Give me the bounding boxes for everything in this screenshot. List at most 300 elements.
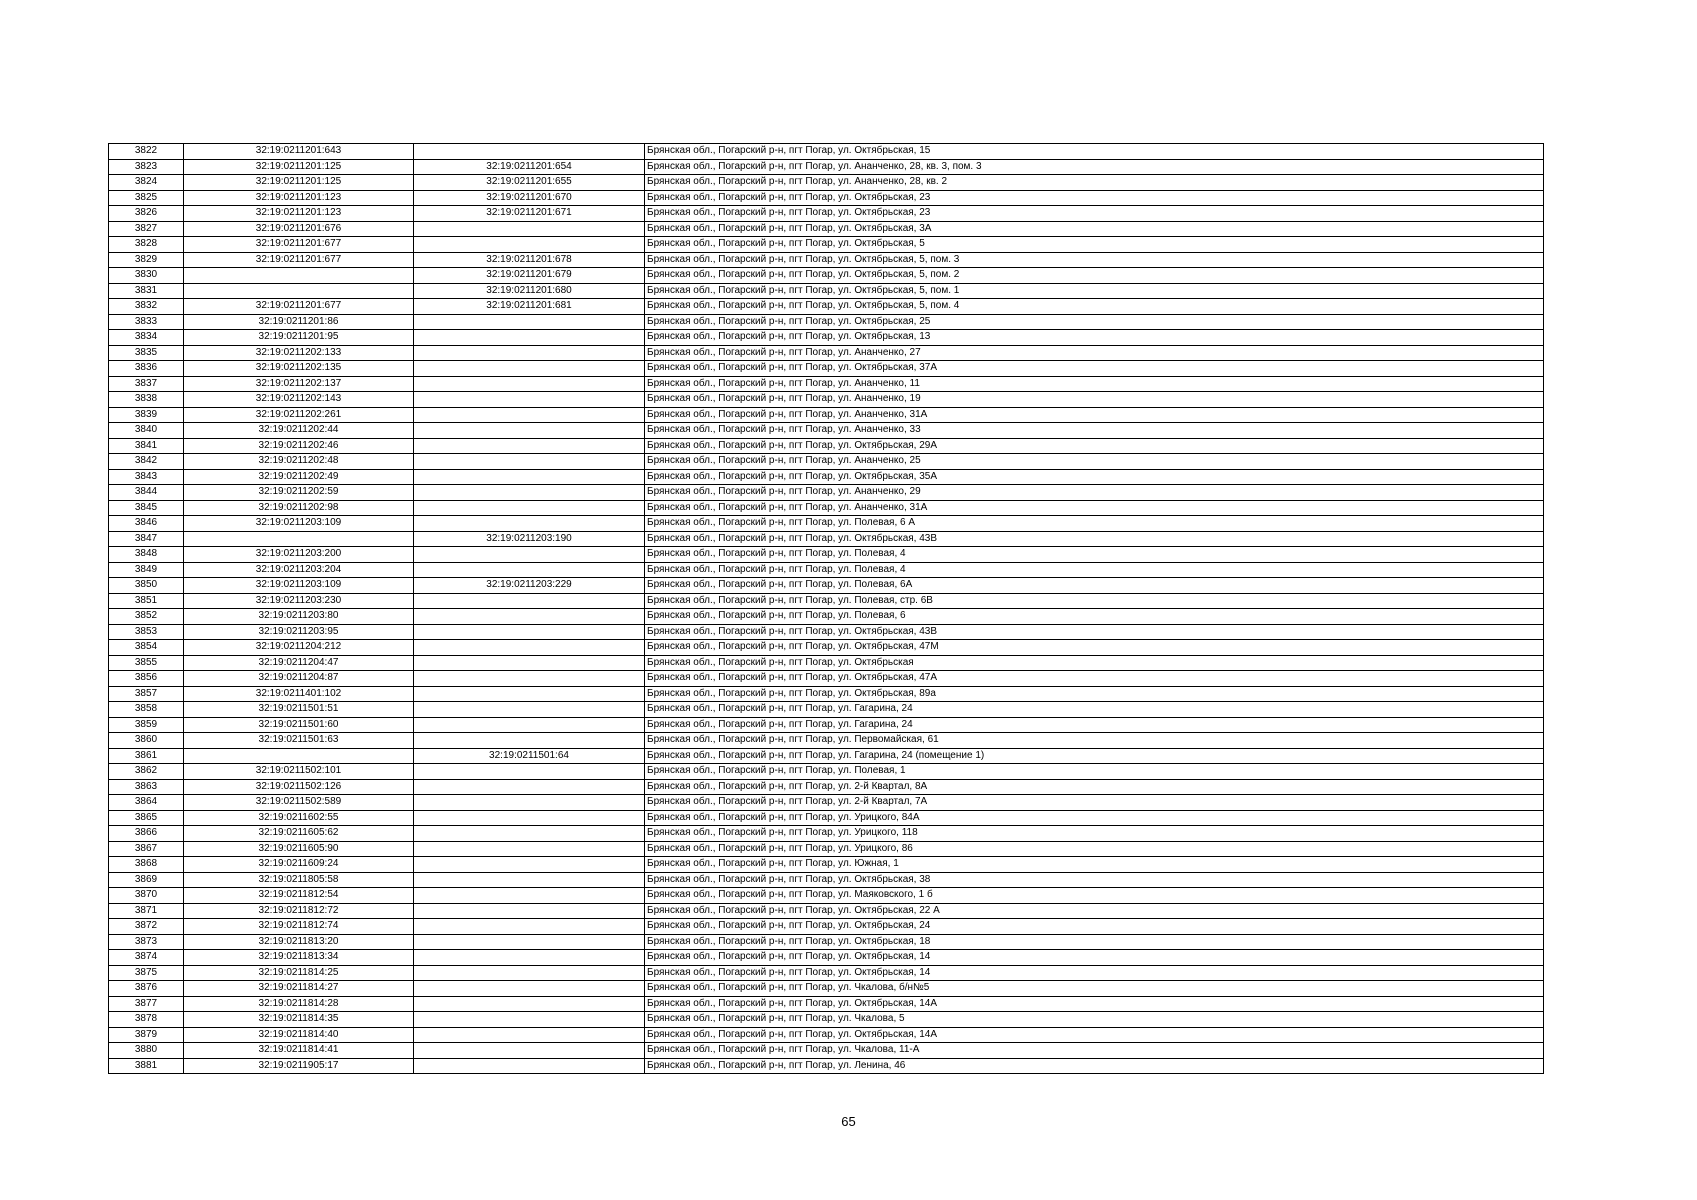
row-number-cell: 3860 bbox=[109, 733, 184, 749]
related-cadastral-number-cell bbox=[414, 841, 645, 857]
row-number-cell: 3866 bbox=[109, 826, 184, 842]
table-row bbox=[109, 624, 1544, 640]
address-cell: Брянская обл., Погарский р-н, пгт Погар, ул. Октябрьская, 14А bbox=[645, 996, 1544, 1012]
cadastral-number-cell: 32:19:0211201:123 bbox=[184, 190, 414, 206]
table-row bbox=[109, 144, 1544, 160]
cadastral-number-cell: 32:19:0211202:98 bbox=[184, 500, 414, 516]
table-row bbox=[109, 810, 1544, 826]
cadastral-number-cell: 32:19:0211203:109 bbox=[184, 516, 414, 532]
row-number-cell: 3825 bbox=[109, 190, 184, 206]
cadastral-number-cell: 32:19:0211812:54 bbox=[184, 888, 414, 904]
table-row bbox=[109, 671, 1544, 687]
related-cadastral-number-cell bbox=[414, 516, 645, 532]
table-row bbox=[109, 392, 1544, 408]
cadastral-number-cell bbox=[184, 268, 414, 284]
table-row bbox=[109, 206, 1544, 222]
table-row bbox=[109, 516, 1544, 532]
related-cadastral-number-cell bbox=[414, 547, 645, 563]
row-number-cell: 3862 bbox=[109, 764, 184, 780]
row-number-cell: 3856 bbox=[109, 671, 184, 687]
row-number-cell: 3822 bbox=[109, 144, 184, 160]
table-row bbox=[109, 981, 1544, 997]
address-cell: Брянская обл., Погарский р-н, пгт Погар, ул. Октябрьская, 14 bbox=[645, 950, 1544, 966]
cadastral-number-cell: 32:19:0211501:51 bbox=[184, 702, 414, 718]
row-number-cell: 3874 bbox=[109, 950, 184, 966]
cadastral-number-cell: 32:19:0211813:20 bbox=[184, 934, 414, 950]
related-cadastral-number-cell bbox=[414, 810, 645, 826]
address-cell: Брянская обл., Погарский р-н, пгт Погар, ул. Ананченко, 33 bbox=[645, 423, 1544, 439]
related-cadastral-number-cell bbox=[414, 764, 645, 780]
row-number-cell: 3835 bbox=[109, 345, 184, 361]
address-cell: Брянская обл., Погарский р-н, пгт Погар, ул. Полевая, стр. 6В bbox=[645, 593, 1544, 609]
address-cell: Брянская обл., Погарский р-н, пгт Погар, ул. Ананченко, 31А bbox=[645, 407, 1544, 423]
table-row bbox=[109, 500, 1544, 516]
cadastral-number-cell: 32:19:0211201:643 bbox=[184, 144, 414, 160]
address-cell: Брянская обл., Погарский р-н, пгт Погар, ул. Октябрьская, 5 bbox=[645, 237, 1544, 253]
address-cell: Брянская обл., Погарский р-н, пгт Погар, ул. Октябрьская, 24 bbox=[645, 919, 1544, 935]
table-row bbox=[109, 686, 1544, 702]
page-number: 65 bbox=[841, 1114, 856, 1129]
related-cadastral-number-cell bbox=[414, 965, 645, 981]
cadastral-number-cell: 32:19:0211203:204 bbox=[184, 562, 414, 578]
address-cell: Брянская обл., Погарский р-н, пгт Погар, ул. Октябрьская, 43В bbox=[645, 531, 1544, 547]
related-cadastral-number-cell bbox=[414, 872, 645, 888]
cadastral-number-cell: 32:19:0211202:49 bbox=[184, 469, 414, 485]
address-cell: Брянская обл., Погарский р-н, пгт Погар, ул. Ананченко, 29 bbox=[645, 485, 1544, 501]
address-cell: Брянская обл., Погарский р-н, пгт Погар, ул. Урицкого, 84А bbox=[645, 810, 1544, 826]
address-cell: Брянская обл., Погарский р-н, пгт Погар, ул. 2-й Квартал, 8А bbox=[645, 779, 1544, 795]
table-row bbox=[109, 717, 1544, 733]
address-cell: Брянская обл., Погарский р-н, пгт Погар, ул. Октябрьская, 29А bbox=[645, 438, 1544, 454]
table-row bbox=[109, 190, 1544, 206]
table-row bbox=[109, 826, 1544, 842]
row-number-cell: 3854 bbox=[109, 640, 184, 656]
cadastral-number-cell: 32:19:0211204:87 bbox=[184, 671, 414, 687]
related-cadastral-number-cell: 32:19:0211203:229 bbox=[414, 578, 645, 594]
row-number-cell: 3875 bbox=[109, 965, 184, 981]
address-cell: Брянская обл., Погарский р-н, пгт Погар, ул. Чкалова, 5 bbox=[645, 1012, 1544, 1028]
related-cadastral-number-cell bbox=[414, 314, 645, 330]
related-cadastral-number-cell bbox=[414, 950, 645, 966]
row-number-cell: 3828 bbox=[109, 237, 184, 253]
address-cell: Брянская обл., Погарский р-н, пгт Погар, ул. Октябрьская, 5, пом. 3 bbox=[645, 252, 1544, 268]
related-cadastral-number-cell bbox=[414, 1027, 645, 1043]
related-cadastral-number-cell bbox=[414, 826, 645, 842]
row-number-cell: 3845 bbox=[109, 500, 184, 516]
related-cadastral-number-cell bbox=[414, 330, 645, 346]
table-row bbox=[109, 764, 1544, 780]
row-number-cell: 3864 bbox=[109, 795, 184, 811]
address-cell: Брянская обл., Погарский р-н, пгт Погар, ул. Октябрьская, 47М bbox=[645, 640, 1544, 656]
related-cadastral-number-cell bbox=[414, 562, 645, 578]
row-number-cell: 3848 bbox=[109, 547, 184, 563]
row-number-cell: 3830 bbox=[109, 268, 184, 284]
row-number-cell: 3834 bbox=[109, 330, 184, 346]
row-number-cell: 3832 bbox=[109, 299, 184, 315]
cadastral-number-cell: 32:19:0211201:86 bbox=[184, 314, 414, 330]
cadastral-number-cell: 32:19:0211502:589 bbox=[184, 795, 414, 811]
cadastral-number-cell: 32:19:0211202:48 bbox=[184, 454, 414, 470]
address-cell: Брянская обл., Погарский р-н, пгт Погар, ул. Ананченко, 25 bbox=[645, 454, 1544, 470]
related-cadastral-number-cell bbox=[414, 144, 645, 160]
row-number-cell: 3867 bbox=[109, 841, 184, 857]
address-cell: Брянская обл., Погарский р-н, пгт Погар, ул. Чкалова, б/н№5 bbox=[645, 981, 1544, 997]
cadastral-number-cell: 32:19:0211202:261 bbox=[184, 407, 414, 423]
row-number-cell: 3865 bbox=[109, 810, 184, 826]
cadastral-number-cell bbox=[184, 748, 414, 764]
related-cadastral-number-cell bbox=[414, 624, 645, 640]
table-row bbox=[109, 888, 1544, 904]
address-cell: Брянская обл., Погарский р-н, пгт Погар, ул. Полевая, 4 bbox=[645, 547, 1544, 563]
cadastral-number-cell: 32:19:0211814:35 bbox=[184, 1012, 414, 1028]
address-cell: Брянская обл., Погарский р-н, пгт Погар, ул. Октябрьская, 3А bbox=[645, 221, 1544, 237]
related-cadastral-number-cell bbox=[414, 640, 645, 656]
related-cadastral-number-cell: 32:19:0211501:64 bbox=[414, 748, 645, 764]
row-number-cell: 3841 bbox=[109, 438, 184, 454]
row-number-cell: 3868 bbox=[109, 857, 184, 873]
related-cadastral-number-cell bbox=[414, 500, 645, 516]
table-row bbox=[109, 268, 1544, 284]
address-cell: Брянская обл., Погарский р-н, пгт Погар, ул. Октябрьская, 14А bbox=[645, 1027, 1544, 1043]
address-cell: Брянская обл., Погарский р-н, пгт Погар, ул. Октябрьская, 5, пом. 2 bbox=[645, 268, 1544, 284]
address-cell: Брянская обл., Погарский р-н, пгт Погар, ул. Октябрьская, 23 bbox=[645, 206, 1544, 222]
cadastral-number-cell: 32:19:0211201:125 bbox=[184, 159, 414, 175]
cadastral-number-cell: 32:19:0211202:46 bbox=[184, 438, 414, 454]
cadastral-number-cell: 32:19:0211502:126 bbox=[184, 779, 414, 795]
row-number-cell: 3852 bbox=[109, 609, 184, 625]
row-number-cell: 3881 bbox=[109, 1058, 184, 1074]
cadastral-number-cell bbox=[184, 283, 414, 299]
row-number-cell: 3847 bbox=[109, 531, 184, 547]
address-cell: Брянская обл., Погарский р-н, пгт Погар, ул. Октябрьская, 43В bbox=[645, 624, 1544, 640]
address-cell: Брянская обл., Погарский р-н, пгт Погар, ул. Октябрьская, 5, пом. 1 bbox=[645, 283, 1544, 299]
related-cadastral-number-cell bbox=[414, 919, 645, 935]
table-row bbox=[109, 748, 1544, 764]
row-number-cell: 3872 bbox=[109, 919, 184, 935]
table-row bbox=[109, 159, 1544, 175]
row-number-cell: 3859 bbox=[109, 717, 184, 733]
table-row bbox=[109, 423, 1544, 439]
row-number-cell: 3870 bbox=[109, 888, 184, 904]
table-row bbox=[109, 640, 1544, 656]
row-number-cell: 3840 bbox=[109, 423, 184, 439]
related-cadastral-number-cell: 32:19:0211201:680 bbox=[414, 283, 645, 299]
table-row bbox=[109, 1027, 1544, 1043]
table-row bbox=[109, 547, 1544, 563]
related-cadastral-number-cell: 32:19:0211201:671 bbox=[414, 206, 645, 222]
table-row bbox=[109, 1043, 1544, 1059]
table-row bbox=[109, 1012, 1544, 1028]
related-cadastral-number-cell bbox=[414, 392, 645, 408]
row-number-cell: 3880 bbox=[109, 1043, 184, 1059]
cadastral-number-cell: 32:19:0211202:59 bbox=[184, 485, 414, 501]
row-number-cell: 3877 bbox=[109, 996, 184, 1012]
row-number-cell: 3871 bbox=[109, 903, 184, 919]
registry-table-body bbox=[109, 144, 1544, 1074]
related-cadastral-number-cell bbox=[414, 888, 645, 904]
table-row bbox=[109, 531, 1544, 547]
table-row bbox=[109, 733, 1544, 749]
table-row bbox=[109, 795, 1544, 811]
cadastral-number-cell: 32:19:0211203:200 bbox=[184, 547, 414, 563]
address-cell: Брянская обл., Погарский р-н, пгт Погар, ул. Урицкого, 118 bbox=[645, 826, 1544, 842]
cadastral-number-cell: 32:19:0211202:44 bbox=[184, 423, 414, 439]
row-number-cell: 3843 bbox=[109, 469, 184, 485]
table-row bbox=[109, 1058, 1544, 1074]
cadastral-number-cell: 32:19:0211812:72 bbox=[184, 903, 414, 919]
table-row bbox=[109, 578, 1544, 594]
related-cadastral-number-cell bbox=[414, 671, 645, 687]
cadastral-number-cell: 32:19:0211501:63 bbox=[184, 733, 414, 749]
address-cell: Брянская обл., Погарский р-н, пгт Погар, ул. Октябрьская, 14 bbox=[645, 965, 1544, 981]
related-cadastral-number-cell bbox=[414, 686, 645, 702]
registry-table bbox=[108, 143, 1544, 1074]
table-row bbox=[109, 485, 1544, 501]
table-row bbox=[109, 252, 1544, 268]
related-cadastral-number-cell bbox=[414, 609, 645, 625]
row-number-cell: 3827 bbox=[109, 221, 184, 237]
address-cell: Брянская обл., Погарский р-н, пгт Погар, ул. Октябрьская, 22 А bbox=[645, 903, 1544, 919]
related-cadastral-number-cell: 32:19:0211203:190 bbox=[414, 531, 645, 547]
table-row bbox=[109, 330, 1544, 346]
cadastral-number-cell: 32:19:0211204:212 bbox=[184, 640, 414, 656]
cadastral-number-cell: 32:19:0211203:95 bbox=[184, 624, 414, 640]
address-cell: Брянская обл., Погарский р-н, пгт Погар, ул. Полевая, 6 bbox=[645, 609, 1544, 625]
table-row bbox=[109, 779, 1544, 795]
related-cadastral-number-cell: 32:19:0211201:654 bbox=[414, 159, 645, 175]
address-cell: Брянская обл., Погарский р-н, пгт Погар, ул. Октябрьская, 18 bbox=[645, 934, 1544, 950]
row-number-cell: 3824 bbox=[109, 175, 184, 191]
table-row bbox=[109, 237, 1544, 253]
related-cadastral-number-cell bbox=[414, 423, 645, 439]
related-cadastral-number-cell: 32:19:0211201:655 bbox=[414, 175, 645, 191]
row-number-cell: 3833 bbox=[109, 314, 184, 330]
address-cell: Брянская обл., Погарский р-н, пгт Погар, ул. Ленина, 46 bbox=[645, 1058, 1544, 1074]
related-cadastral-number-cell: 32:19:0211201:681 bbox=[414, 299, 645, 315]
address-cell: Брянская обл., Погарский р-н, пгт Погар, ул. Октябрьская, 13 bbox=[645, 330, 1544, 346]
row-number-cell: 3836 bbox=[109, 361, 184, 377]
related-cadastral-number-cell bbox=[414, 438, 645, 454]
cadastral-number-cell: 32:19:0211202:135 bbox=[184, 361, 414, 377]
row-number-cell: 3850 bbox=[109, 578, 184, 594]
table-row bbox=[109, 454, 1544, 470]
table-row bbox=[109, 903, 1544, 919]
table-row bbox=[109, 934, 1544, 950]
address-cell: Брянская обл., Погарский р-н, пгт Погар, ул. Октябрьская, 47А bbox=[645, 671, 1544, 687]
related-cadastral-number-cell bbox=[414, 717, 645, 733]
address-cell: Брянская обл., Погарский р-н, пгт Погар, ул. Полевая, 6 А bbox=[645, 516, 1544, 532]
address-cell: Брянская обл., Погарский р-н, пгт Погар, ул. Октябрьская, 23 bbox=[645, 190, 1544, 206]
table-row bbox=[109, 919, 1544, 935]
row-number-cell: 3839 bbox=[109, 407, 184, 423]
address-cell: Брянская обл., Погарский р-н, пгт Погар, ул. Полевая, 6А bbox=[645, 578, 1544, 594]
cadastral-number-cell: 32:19:0211605:62 bbox=[184, 826, 414, 842]
row-number-cell: 3846 bbox=[109, 516, 184, 532]
cadastral-number-cell: 32:19:0211201:677 bbox=[184, 252, 414, 268]
cadastral-number-cell: 32:19:0211605:90 bbox=[184, 841, 414, 857]
table-row bbox=[109, 593, 1544, 609]
related-cadastral-number-cell bbox=[414, 655, 645, 671]
table-row bbox=[109, 299, 1544, 315]
related-cadastral-number-cell bbox=[414, 454, 645, 470]
address-cell: Брянская обл., Погарский р-н, пгт Погар, ул. Октябрьская, 89а bbox=[645, 686, 1544, 702]
related-cadastral-number-cell bbox=[414, 469, 645, 485]
cadastral-number-cell: 32:19:0211814:40 bbox=[184, 1027, 414, 1043]
row-number-cell: 3879 bbox=[109, 1027, 184, 1043]
table-row bbox=[109, 841, 1544, 857]
cadastral-number-cell: 32:19:0211905:17 bbox=[184, 1058, 414, 1074]
address-cell: Брянская обл., Погарский р-н, пгт Погар, ул. Октябрьская, 35А bbox=[645, 469, 1544, 485]
cadastral-number-cell: 32:19:0211202:143 bbox=[184, 392, 414, 408]
related-cadastral-number-cell bbox=[414, 857, 645, 873]
cadastral-number-cell: 32:19:0211201:123 bbox=[184, 206, 414, 222]
address-cell: Брянская обл., Погарский р-н, пгт Погар, ул. Ананченко, 11 bbox=[645, 376, 1544, 392]
related-cadastral-number-cell bbox=[414, 903, 645, 919]
related-cadastral-number-cell bbox=[414, 237, 645, 253]
row-number-cell: 3849 bbox=[109, 562, 184, 578]
cadastral-number-cell bbox=[184, 531, 414, 547]
cadastral-number-cell: 32:19:0211501:60 bbox=[184, 717, 414, 733]
table-row bbox=[109, 702, 1544, 718]
address-cell: Брянская обл., Погарский р-н, пгт Погар, ул. Гагарина, 24 bbox=[645, 702, 1544, 718]
related-cadastral-number-cell bbox=[414, 361, 645, 377]
table-row bbox=[109, 655, 1544, 671]
cadastral-number-cell: 32:19:0211204:47 bbox=[184, 655, 414, 671]
cadastral-number-cell: 32:19:0211201:125 bbox=[184, 175, 414, 191]
address-cell: Брянская обл., Погарский р-н, пгт Погар, ул. Октябрьская bbox=[645, 655, 1544, 671]
row-number-cell: 3829 bbox=[109, 252, 184, 268]
address-cell: Брянская обл., Погарский р-н, пгт Погар, ул. Ананченко, 19 bbox=[645, 392, 1544, 408]
related-cadastral-number-cell bbox=[414, 1043, 645, 1059]
related-cadastral-number-cell bbox=[414, 1012, 645, 1028]
row-number-cell: 3831 bbox=[109, 283, 184, 299]
address-cell: Брянская обл., Погарский р-н, пгт Погар, ул. Урицкого, 86 bbox=[645, 841, 1544, 857]
table-row bbox=[109, 345, 1544, 361]
address-cell: Брянская обл., Погарский р-н, пгт Погар, ул. 2-й Квартал, 7А bbox=[645, 795, 1544, 811]
row-number-cell: 3851 bbox=[109, 593, 184, 609]
cadastral-number-cell: 32:19:0211602:55 bbox=[184, 810, 414, 826]
row-number-cell: 3838 bbox=[109, 392, 184, 408]
cadastral-number-cell: 32:19:0211814:25 bbox=[184, 965, 414, 981]
related-cadastral-number-cell bbox=[414, 733, 645, 749]
address-cell: Брянская обл., Погарский р-н, пгт Погар, ул. Октябрьская, 5, пом. 4 bbox=[645, 299, 1544, 315]
cadastral-number-cell: 32:19:0211201:95 bbox=[184, 330, 414, 346]
table-row bbox=[109, 283, 1544, 299]
address-cell: Брянская обл., Погарский р-н, пгт Погар, ул. Гагарина, 24 (помещение 1) bbox=[645, 748, 1544, 764]
related-cadastral-number-cell bbox=[414, 996, 645, 1012]
cadastral-number-cell: 32:19:0211203:80 bbox=[184, 609, 414, 625]
cadastral-number-cell: 32:19:0211814:27 bbox=[184, 981, 414, 997]
cadastral-number-cell: 32:19:0211203:230 bbox=[184, 593, 414, 609]
related-cadastral-number-cell: 32:19:0211201:670 bbox=[414, 190, 645, 206]
address-cell: Брянская обл., Погарский р-н, пгт Погар, ул. Октябрьская, 15 bbox=[645, 144, 1544, 160]
cadastral-number-cell: 32:19:0211502:101 bbox=[184, 764, 414, 780]
table-row bbox=[109, 996, 1544, 1012]
address-cell: Брянская обл., Погарский р-н, пгт Погар, ул. Маяковского, 1 б bbox=[645, 888, 1544, 904]
related-cadastral-number-cell bbox=[414, 1058, 645, 1074]
row-number-cell: 3823 bbox=[109, 159, 184, 175]
row-number-cell: 3842 bbox=[109, 454, 184, 470]
cadastral-number-cell: 32:19:0211609:24 bbox=[184, 857, 414, 873]
table-row bbox=[109, 175, 1544, 191]
cadastral-number-cell: 32:19:0211814:28 bbox=[184, 996, 414, 1012]
table-row bbox=[109, 857, 1544, 873]
table-row bbox=[109, 609, 1544, 625]
address-cell: Брянская обл., Погарский р-н, пгт Погар, ул. Октябрьская, 37А bbox=[645, 361, 1544, 377]
table-row bbox=[109, 438, 1544, 454]
cadastral-number-cell: 32:19:0211812:74 bbox=[184, 919, 414, 935]
table-row bbox=[109, 314, 1544, 330]
cadastral-number-cell: 32:19:0211814:41 bbox=[184, 1043, 414, 1059]
related-cadastral-number-cell bbox=[414, 593, 645, 609]
cadastral-number-cell: 32:19:0211805:58 bbox=[184, 872, 414, 888]
row-number-cell: 3837 bbox=[109, 376, 184, 392]
row-number-cell: 3869 bbox=[109, 872, 184, 888]
table-row bbox=[109, 469, 1544, 485]
cadastral-number-cell: 32:19:0211813:34 bbox=[184, 950, 414, 966]
cadastral-number-cell: 32:19:0211201:677 bbox=[184, 299, 414, 315]
cadastral-number-cell: 32:19:0211202:137 bbox=[184, 376, 414, 392]
related-cadastral-number-cell: 32:19:0211201:678 bbox=[414, 252, 645, 268]
row-number-cell: 3878 bbox=[109, 1012, 184, 1028]
row-number-cell: 3863 bbox=[109, 779, 184, 795]
cadastral-number-cell: 32:19:0211201:676 bbox=[184, 221, 414, 237]
address-cell: Брянская обл., Погарский р-н, пгт Погар, ул. Чкалова, 11-А bbox=[645, 1043, 1544, 1059]
address-cell: Брянская обл., Погарский р-н, пгт Погар, ул. Ананченко, 28, кв. 3, пом. 3 bbox=[645, 159, 1544, 175]
row-number-cell: 3858 bbox=[109, 702, 184, 718]
cadastral-number-cell: 32:19:0211201:677 bbox=[184, 237, 414, 253]
row-number-cell: 3844 bbox=[109, 485, 184, 501]
address-cell: Брянская обл., Погарский р-н, пгт Погар, ул. Полевая, 4 bbox=[645, 562, 1544, 578]
table-row bbox=[109, 376, 1544, 392]
address-cell: Брянская обл., Погарский р-н, пгт Погар, ул. Полевая, 1 bbox=[645, 764, 1544, 780]
cadastral-number-cell: 32:19:0211401:102 bbox=[184, 686, 414, 702]
row-number-cell: 3876 bbox=[109, 981, 184, 997]
related-cadastral-number-cell bbox=[414, 376, 645, 392]
table-row bbox=[109, 407, 1544, 423]
table-row bbox=[109, 562, 1544, 578]
related-cadastral-number-cell bbox=[414, 345, 645, 361]
cadastral-number-cell: 32:19:0211203:109 bbox=[184, 578, 414, 594]
address-cell: Брянская обл., Погарский р-н, пгт Погар, ул. Октябрьская, 25 bbox=[645, 314, 1544, 330]
related-cadastral-number-cell bbox=[414, 485, 645, 501]
address-cell: Брянская обл., Погарский р-н, пгт Погар, ул. Гагарина, 24 bbox=[645, 717, 1544, 733]
row-number-cell: 3873 bbox=[109, 934, 184, 950]
cadastral-number-cell: 32:19:0211202:133 bbox=[184, 345, 414, 361]
table-row bbox=[109, 221, 1544, 237]
row-number-cell: 3857 bbox=[109, 686, 184, 702]
related-cadastral-number-cell bbox=[414, 795, 645, 811]
table-row bbox=[109, 872, 1544, 888]
related-cadastral-number-cell bbox=[414, 407, 645, 423]
row-number-cell: 3861 bbox=[109, 748, 184, 764]
related-cadastral-number-cell bbox=[414, 221, 645, 237]
related-cadastral-number-cell bbox=[414, 981, 645, 997]
related-cadastral-number-cell: 32:19:0211201:679 bbox=[414, 268, 645, 284]
table-row bbox=[109, 361, 1544, 377]
address-cell: Брянская обл., Погарский р-н, пгт Погар, ул. Первомайская, 61 bbox=[645, 733, 1544, 749]
table-row bbox=[109, 965, 1544, 981]
table-row bbox=[109, 950, 1544, 966]
address-cell: Брянская обл., Погарский р-н, пгт Погар, ул. Ананченко, 27 bbox=[645, 345, 1544, 361]
address-cell: Брянская обл., Погарский р-н, пгт Погар, ул. Ананченко, 31А bbox=[645, 500, 1544, 516]
row-number-cell: 3853 bbox=[109, 624, 184, 640]
row-number-cell: 3855 bbox=[109, 655, 184, 671]
row-number-cell: 3826 bbox=[109, 206, 184, 222]
related-cadastral-number-cell bbox=[414, 934, 645, 950]
address-cell: Брянская обл., Погарский р-н, пгт Погар, ул. Октябрьская, 38 bbox=[645, 872, 1544, 888]
address-cell: Брянская обл., Погарский р-н, пгт Погар, ул. Ананченко, 28, кв. 2 bbox=[645, 175, 1544, 191]
